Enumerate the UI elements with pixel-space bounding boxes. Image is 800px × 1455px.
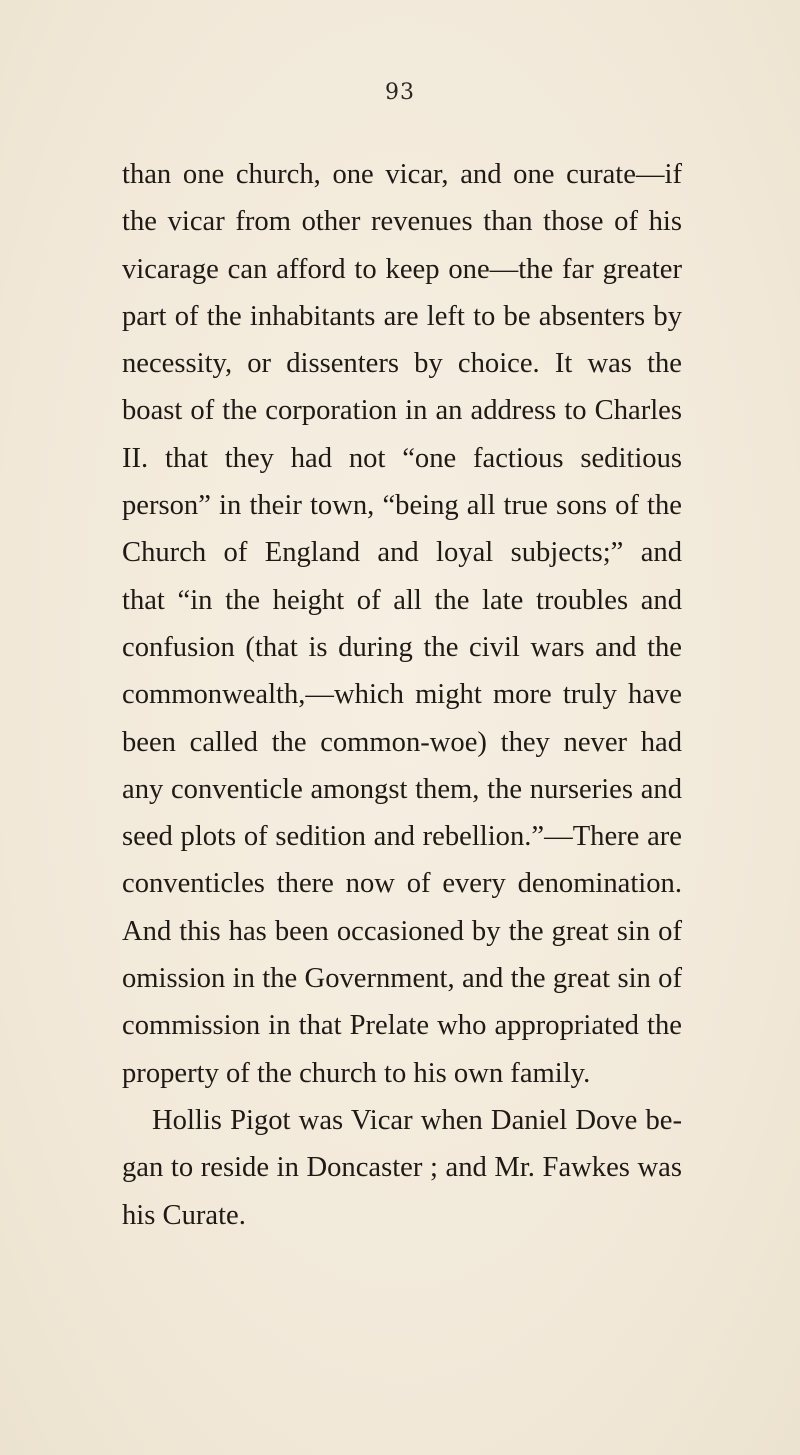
text-line: boast of the corporation in an address to Charles: [122, 395, 682, 427]
paragraph-start-line: Hollis Pigot was Vicar when Daniel Dove be-: [152, 1104, 682, 1136]
text-line: than one church, one vicar, and one curate—if: [122, 159, 682, 190]
text-line: gan to reside in Doncaster ; and Mr. Fawkes was: [122, 1152, 682, 1184]
text-line: been called the common-woe) they never had: [122, 726, 682, 758]
text-line: part of the inhabitants are left to be absenters by: [122, 300, 682, 332]
text-line: the vicar from other revenues than those of his: [122, 206, 682, 238]
text-line: commission in that Prelate who appropriated the: [122, 1010, 682, 1042]
text-line: II. that they had not “one factious seditious: [122, 442, 682, 474]
text-line: commonwealth,—which might more truly have: [122, 679, 682, 711]
text-line: any conventicle amongst them, the nurseries and: [122, 773, 682, 805]
body-text: [122, 151, 682, 1239]
text-line: seed plots of sedition and rebellion.”—There are: [122, 821, 682, 853]
page-number: 93: [385, 80, 415, 105]
text-line: conventicles there now of every denomination.: [122, 868, 682, 900]
text-line: person” in their town, “being all true sons of the: [122, 490, 682, 522]
text-line: Church of England and loyal subjects;” and: [122, 537, 682, 569]
text-line: confusion (that is during the civil wars and the: [122, 631, 682, 663]
paragraph-end-line: property of the church to his own family.: [122, 1057, 591, 1089]
text-line: And this has been occasioned by the great sin of: [122, 915, 682, 947]
text-line: vicarage can afford to keep one—the far greater: [122, 253, 682, 285]
text-line: that “in the height of all the late troubles and: [122, 584, 682, 616]
text-line: necessity, or dissenters by choice. It was the: [122, 348, 682, 380]
paragraph-end-line: his Curate.: [122, 1199, 246, 1231]
text-line: omission in the Government, and the great sin of: [122, 963, 682, 995]
